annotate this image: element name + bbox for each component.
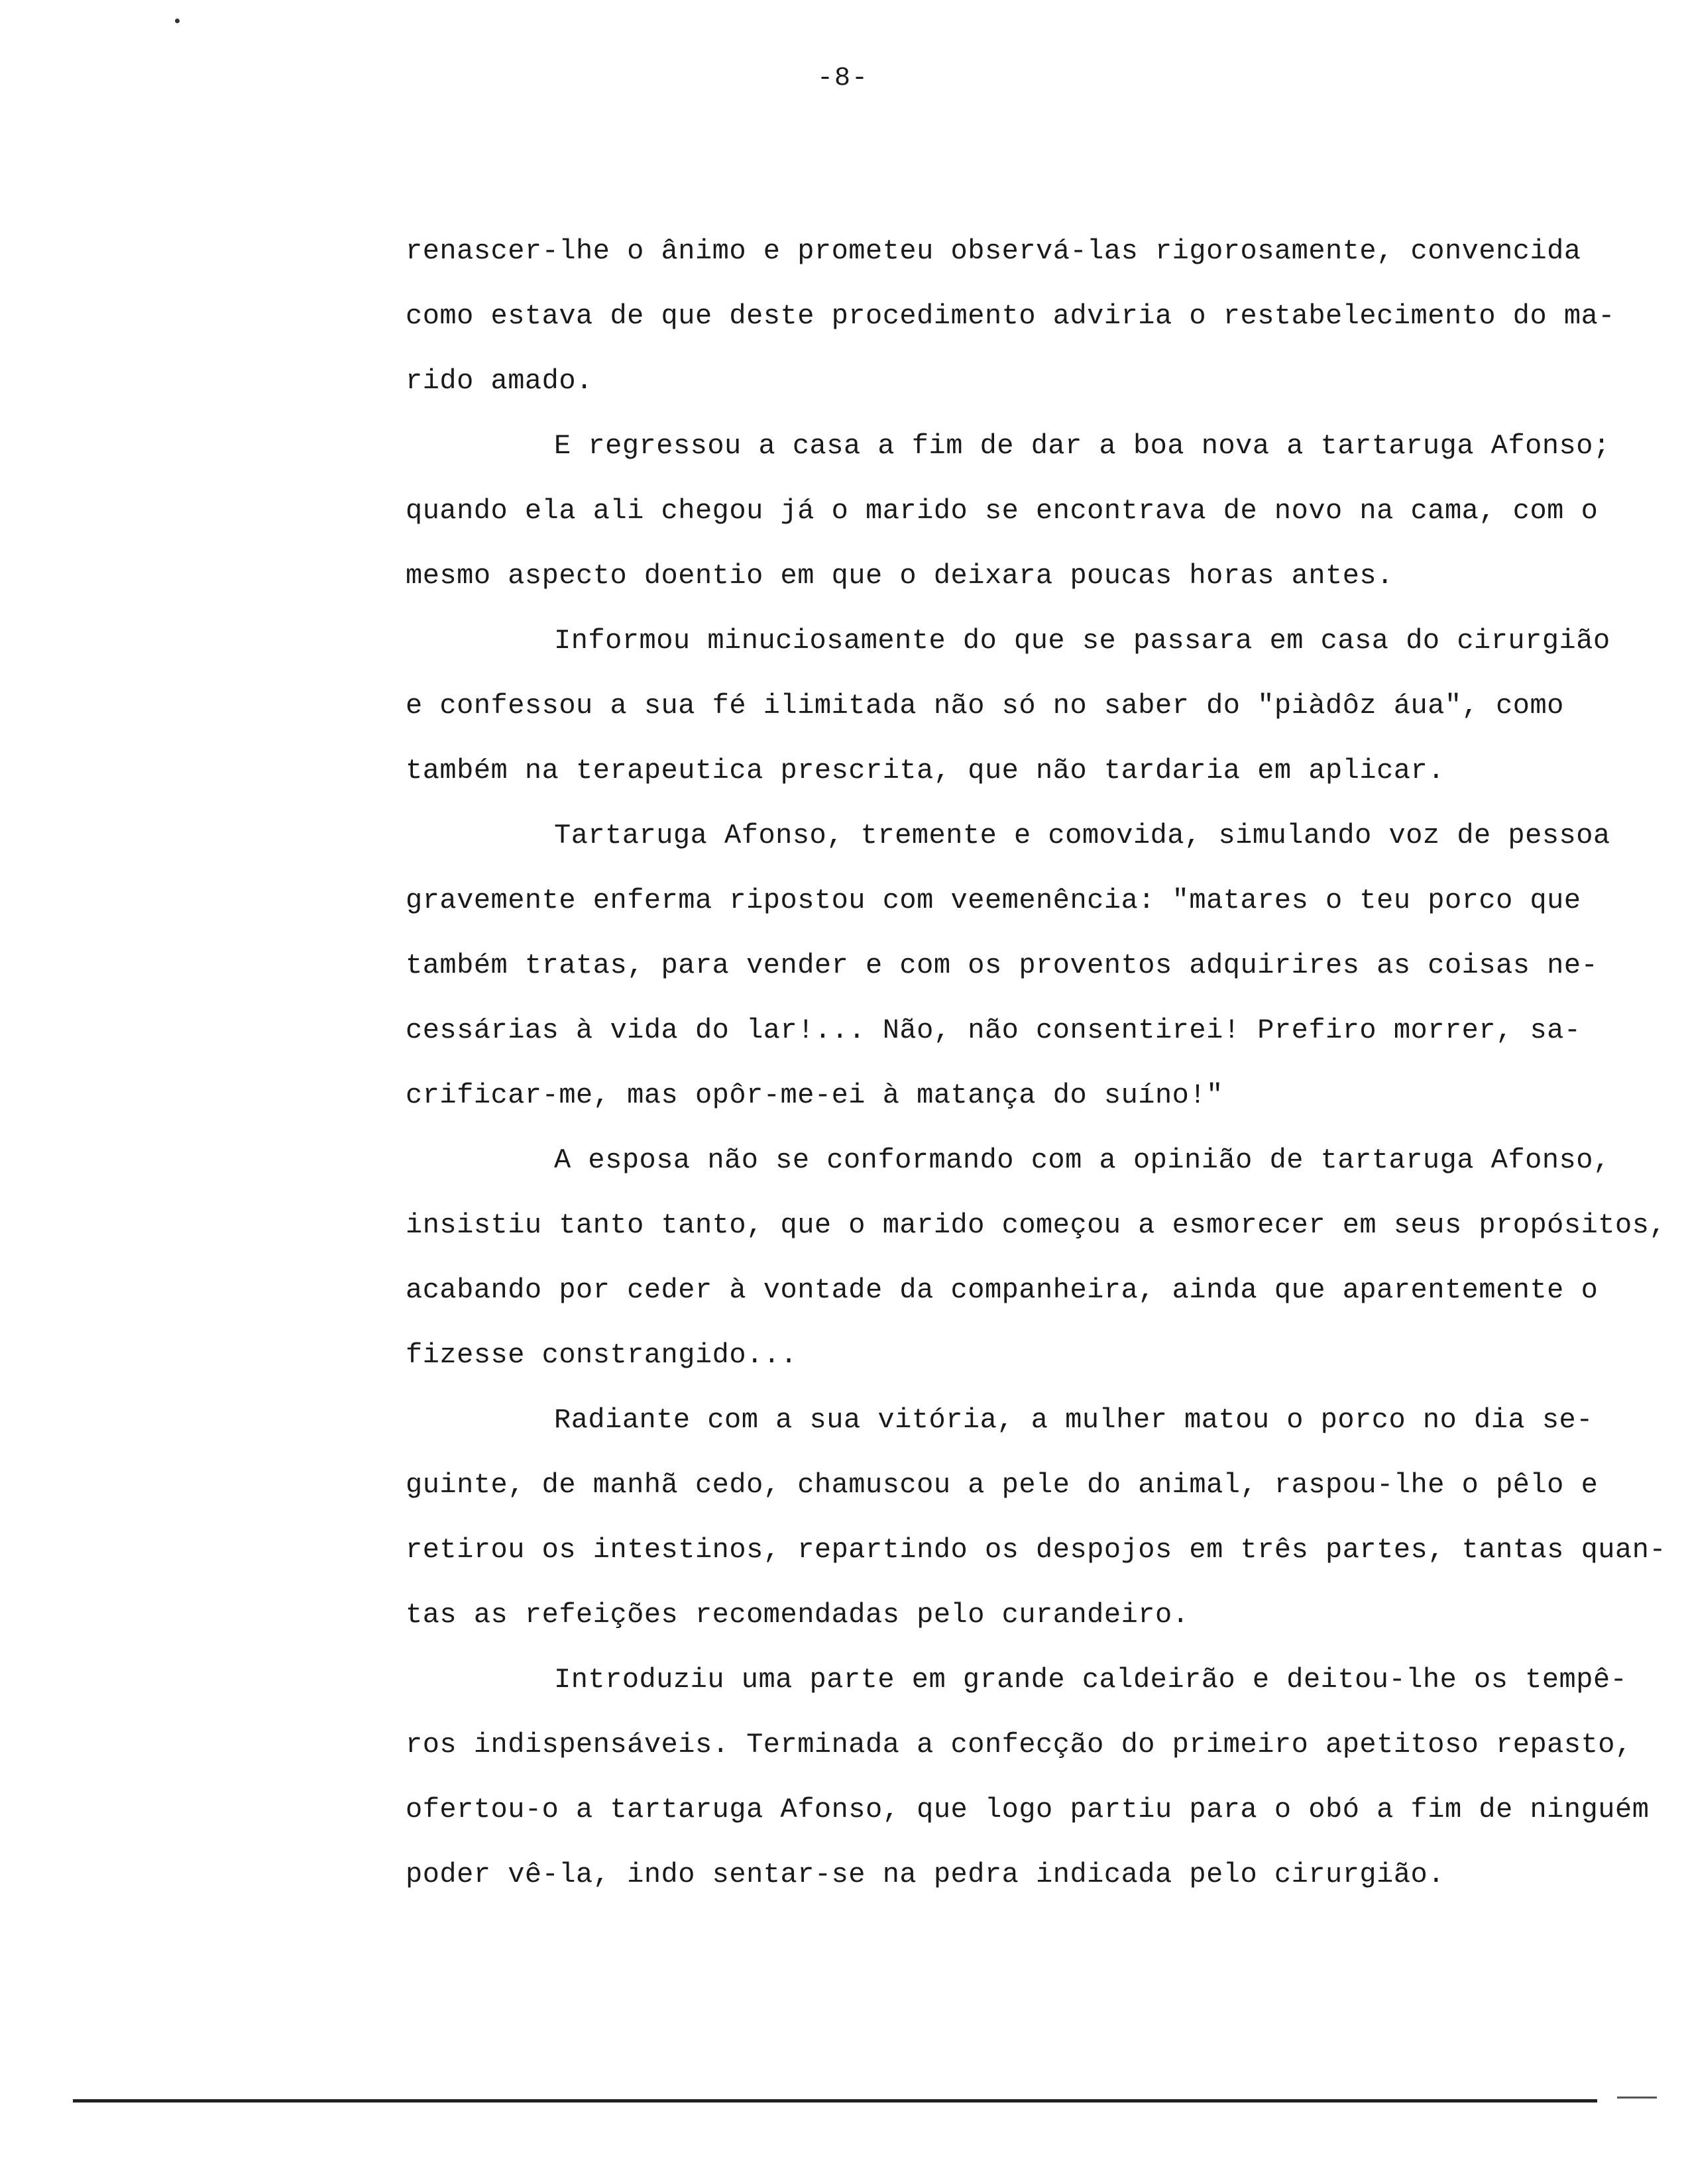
text-line: fizesse constrangido... [406, 1339, 798, 1371]
typed-body-text [406, 219, 1667, 1907]
text-line: também na terapeutica prescrita, que não tardaria em aplicar. [406, 755, 1445, 787]
text-line: e confessou a sua fé ilimitada não só no saber do "piàdôz áua", como [406, 690, 1564, 722]
text-line: renascer-lhe o ânimo e prometeu observá-las rigorosamente, convencida [406, 235, 1581, 267]
text-line: rido amado. [406, 365, 593, 397]
paragraph-first-line: Tartaruga Afonso, tremente e comovida, simulando voz de pessoa [554, 820, 1610, 851]
text-line: guinte, de manhã cedo, chamuscou a pele do animal, raspou-lhe o pêlo e [406, 1469, 1599, 1501]
text-line: quando ela ali chegou já o marido se encontrava de novo na cama, com o [406, 495, 1599, 527]
text-line: mesmo aspecto doentio em que o deixara poucas horas antes. [406, 560, 1394, 592]
text-line: como estava de que deste procedimento adviria o restabelecimento do ma- [406, 300, 1615, 332]
text-line: acabando por ceder à vontade da companheira, ainda que aparentemente o [406, 1274, 1599, 1306]
paragraph-first-line: Informou minuciosamente do que se passara em casa do cirurgião [554, 625, 1610, 657]
text-line: ros indispensáveis. Terminada a confecção do primeiro apetitoso repasto, [406, 1729, 1632, 1761]
bottom-rule-tail [1617, 2097, 1657, 2099]
text-line: também tratas, para vender e com os proventos adquirires as coisas ne- [406, 950, 1599, 981]
bottom-rule-divider [73, 2099, 1597, 2102]
page-number: -8- [816, 64, 869, 93]
paragraph-first-line: E regressou a casa a fim de dar a boa nova a tartaruga Afonso; [554, 430, 1610, 462]
paper-speck [175, 19, 180, 23]
text-line: gravemente enferma ripostou com veemenência: "matares o teu porco que [406, 885, 1581, 916]
paragraph-first-line: Introduziu uma parte em grande caldeirão e deitou-lhe os tempê- [554, 1664, 1628, 1696]
text-line: ofertou-o a tartaruga Afonso, que logo partiu para o obó a fim de ninguém [406, 1794, 1650, 1826]
text-line: poder vê-la, indo sentar-se na pedra indicada pelo cirurgião. [406, 1859, 1445, 1890]
paragraph-first-line: A esposa não se conformando com a opinião de tartaruga Afonso, [554, 1144, 1610, 1176]
text-line: insistiu tanto tanto, que o marido começou a esmorecer em seus propósitos, [406, 1209, 1667, 1241]
text-line: tas as refeições recomendadas pelo curandeiro. [406, 1599, 1190, 1631]
text-line: cessárias à vida do lar!... Não, não consentirei! Prefiro morrer, sa- [406, 1014, 1581, 1046]
text-line: crificar-me, mas opôr-me-ei à matança do suíno!" [406, 1079, 1223, 1111]
text-line: retirou os intestinos, repartindo os despojos em três partes, tantas quan- [406, 1534, 1667, 1566]
paragraph-first-line: Radiante com a sua vitória, a mulher matou o porco no dia se- [554, 1404, 1593, 1436]
